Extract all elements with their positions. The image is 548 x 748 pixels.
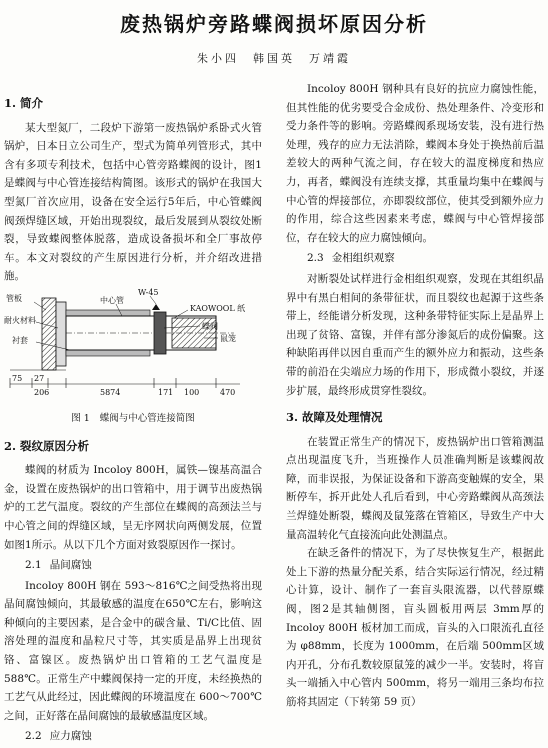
- section-2-1-paragraph: Incoloy 800H 钢在 593～816℃之间受热将出现晶间腐蚀倾向，其最敏感的温度在650℃左右，影响这种倾向的主要因素，是合金中的碳含量、Ti/C比值、固溶处理的温度和晶粒尺寸等，其实质是晶界上出现贫铬、富镍区。废热锅炉出口管箱的工艺气温度是 588℃。正常生产中蝶阀保持一定的开度，未经换热的工艺气从此经过，因此蝶阀的环境温度在 600～700℃之间，正好落在晶间腐蚀的最敏感温度区域。: [4, 579, 262, 722]
- label-weld: W-45: [138, 287, 159, 297]
- label-header: 管板: [6, 293, 22, 303]
- dim-4: 5874: [100, 387, 121, 397]
- dim-6: 100: [184, 387, 200, 397]
- section-2-2-title: 应力腐蚀: [49, 730, 92, 743]
- section-1-paragraph: 某大型氮厂，二段炉下游第一废热锅炉系卧式火管锅炉，日本日立公司生产，型式为简单列管形式，其中含有多项专利技术，包括中心管旁路蝶阀的设计，图1是蝶阀与中心管连接结构简图。该形式的锅炉在我国大型氮厂首次应用，设备在安全运行5年后，中心管蝶阀阀颈焊缝区域，开始出现裂纹，最后发展到从裂纹处断裂，导致蝶阀整体脱落，造成设备损坏和全厂事故停车。本文对裂纹的产生原因进行分析，并介绍改进措施。: [4, 121, 262, 283]
- figure-1-caption-text: 蝶阀与中心管连接简图: [99, 412, 195, 424]
- label-butterfly: 蝶阀: [202, 321, 218, 331]
- dim-5: 171: [158, 387, 174, 397]
- section-2-1-title: 晶间腐蚀: [49, 559, 92, 572]
- label-plate: 鼠笼: [220, 333, 236, 343]
- section-2-3-paragraph: 对断裂处试样进行金相组织观察，发现在其组织晶界中有黑白相间的条带征状，而且裂纹也起源于这些条带上，经能谱分析发现，这种条带特征实际上是晶界上出现了贫铬、富镍，并伴有部分渗氮后的成份偏聚。这种缺陷再伴以因自重而产生的额外应力和振动，这些条带的前沿在尖端应力场的作用下，形成微小裂纹，并逐步扩展，最终形成贯穿性裂纹。: [286, 272, 544, 397]
- dim-1: 75: [12, 373, 23, 383]
- paper-title: 废热锅炉旁路蝶阀损坏原因分析: [120, 12, 428, 36]
- section-2-2-heading: [4, 727, 262, 746]
- left-column: [4, 86, 262, 748]
- liner-bottom-shape: [66, 350, 150, 356]
- section-2-heading: 2. 裂纹原因分析: [4, 438, 90, 453]
- section-3-paragraph-1: 在装置正常生产的情况下，废热锅炉出口管箱测温点出现温度飞升，当班操作人员准确判断是该蝶阀故障，而非误报，为保证设备和下游高变触媒的安全，果断停车，拆开此处人孔后看到，中心旁路蝶阀从高颈法兰焊缝处断裂，蝶阀及鼠笼落在管箱区，导致生产中大量高温转化气直接流向此处测温点。: [286, 435, 544, 541]
- weld-mark: [152, 304, 160, 310]
- dim-3: 206: [34, 387, 50, 397]
- right-column: [286, 80, 544, 712]
- label-refractory: 耐火材料: [4, 315, 36, 325]
- dim-7: 470: [220, 387, 236, 397]
- section-2-1-number: 2.1: [25, 559, 42, 572]
- figure-1-number: 图 1: [71, 412, 90, 424]
- label-center-tube: 中心管: [100, 295, 124, 305]
- section-2-3-title: 金相组织观察: [331, 252, 395, 265]
- butterfly-valve-shape: [154, 312, 166, 354]
- liner-top-shape: [66, 310, 150, 316]
- label-lining: 衬套: [12, 335, 28, 345]
- figure-1: [4, 288, 262, 406]
- section-3-paragraph-2: 在缺乏备件的情况下，为了尽快恢复生产，根据此处上下游的热量分配关系，结合实际运行情况，经过精心计算，设计、制作了一套盲头限流器，以代替原蝶阀，图2是其轴侧图，盲头圆板用两层 3mm厚的 Incoloy 800H 板材加工而成，盲头的入口限流孔直径为 φ88mm，长度为 1000mm，在后端 500mm区域内开孔，分布孔数较原鼠笼的减少一半。安装时，将盲头一端插入中心管内 500mm，将另一端用三条均布拉筋将其固定（下转第 59 页）: [286, 547, 544, 708]
- section-3-heading: 3. 故障及处理情况: [286, 410, 383, 425]
- stress-corrosion-paragraph: Incoloy 800H 钢种具有良好的抗应力腐蚀性能，但其性能的优劣要受合金成份、热处理条件、冷变形和受力条件等的影响。旁路蝶阀系现场安装，没有进行热处理，残存的应力无法消除，蝶阀本身处于换热前后温差较大的两种气流之间，存在较大的温度梯度和热应力，再者，蝶阀没有连续支撑，其重量均集中在蝶阀与中心管的焊接部位，亦即裂纹部位，使其受到额外应力的作用，综合这些因素来考虑，蝶阀与中心管焊接部位，存在较大的应力腐蚀倾向。: [286, 83, 544, 244]
- figure-1-caption: [4, 410, 262, 429]
- section-1-heading: 1. 简介: [4, 96, 44, 110]
- label-kaowool: KAOWOOL 纸: [190, 303, 246, 313]
- dim-2: 27: [34, 373, 45, 383]
- authors: 朱小四 韩国英 万靖霞: [197, 52, 351, 65]
- section-2-paragraph: 蝶阀的材质为 Incoloy 800H，属铁—镍基高温合金，设置在废热锅炉的出口管箱中，用于调节出废热锅炉的工艺气温度。裂纹的产生部位在蝶阀的高颈法兰与中心管之间的焊缝区域，呈无序网状向两侧发展，位置如图1所示。从以下几个方面对致裂原因作一探讨。: [4, 464, 262, 551]
- section-2-3-number: 2.3: [307, 252, 324, 265]
- section-2-1-heading: [4, 556, 262, 575]
- section-2-3-heading: [286, 249, 544, 268]
- refractory-shape: [56, 302, 66, 366]
- section-2-2-number: 2.2: [25, 730, 42, 743]
